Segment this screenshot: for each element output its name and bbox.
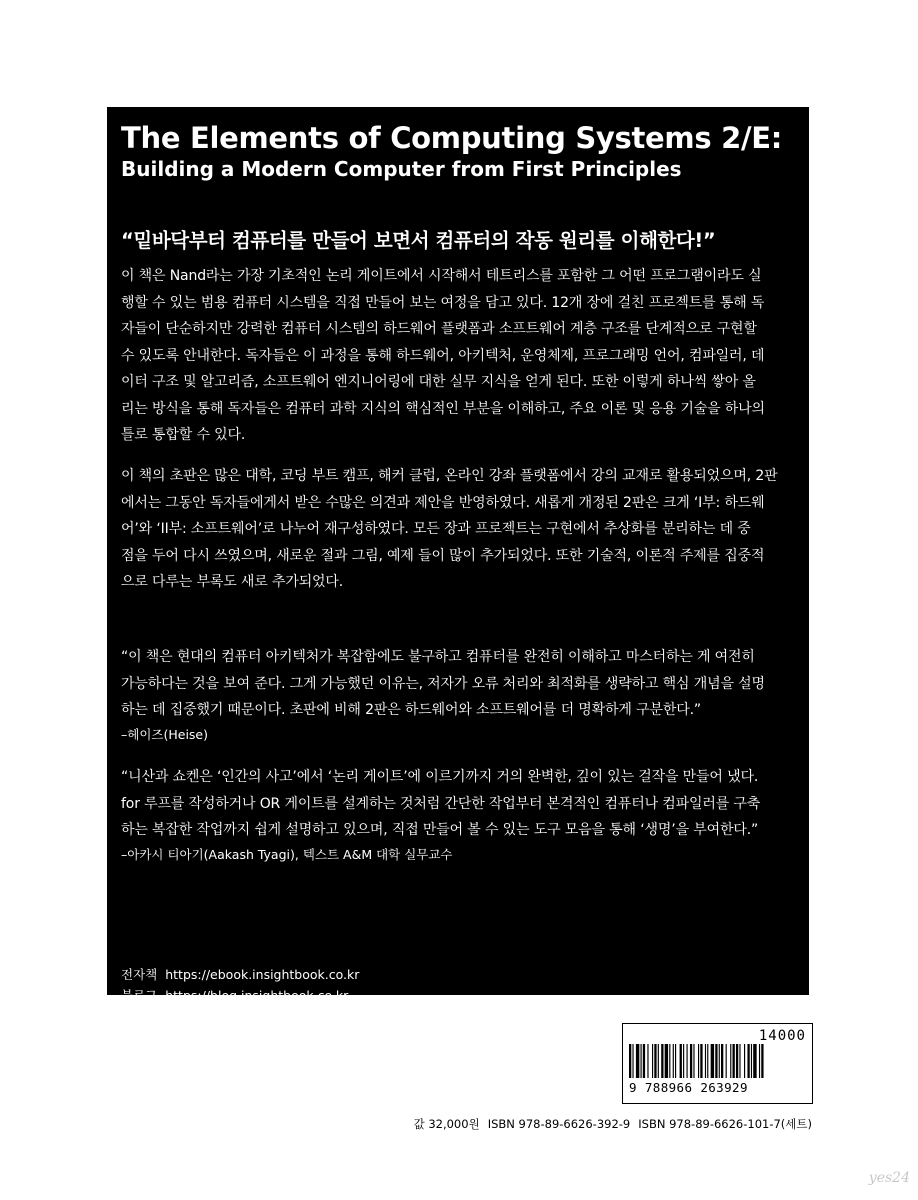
barcode-bar (669, 1044, 670, 1078)
price-isbn-line (414, 1116, 812, 1132)
link-label: 트위터 (121, 1030, 158, 1046)
blog-url: https://blog.insightbook.co.kr (165, 988, 349, 1004)
paragraph-line: 틀로 통합할 수 있다. (121, 427, 246, 443)
barcode-bar (647, 1044, 648, 1078)
barcode-bar (661, 1044, 663, 1078)
barcode-bar (658, 1044, 659, 1078)
barcode-bar (636, 1044, 639, 1078)
barcode-bar (733, 1044, 735, 1078)
quote-line: “니산과 쇼켄은 ‘인간의 사고’에서 ‘논리 게이트’에 이르기까지 거의 완벽한, 깊이 있는 걸작을 만들어 냈다. (121, 769, 759, 785)
barcode-bar (747, 1044, 749, 1078)
paragraph-line: 에서는 그동안 독자들에게서 받은 수많은 의견과 제안을 반영하였다. 새롭게 개정된 2판은 크게 ‘I부: 하드웨 (121, 494, 765, 511)
barcode-bar (711, 1044, 714, 1078)
paragraph-line: 점을 두어 다시 쓰였으며, 새로운 절과 그림, 예제 들이 많이 추가되었다. 또한 기술적, 이론적 주제를 집중적 (121, 547, 765, 564)
paragraph-line: 행할 수 있는 범용 컴퓨터 시스템을 직접 만들어 보는 여정을 담고 있다. 12개 장에 걸친 프로젝트를 통해 독 (121, 294, 765, 311)
barcode-bar (744, 1044, 745, 1078)
paragraph-line: 이 책의 초판은 많은 대학, 코딩 부트 캠프, 해커 클럽, 온라인 강좌 플랫폼에서 강의 교재로 활용되었으며, 2판 (121, 468, 778, 484)
book-title: The Elements of Computing Systems 2/E: (121, 121, 783, 155)
paragraph-line: 리는 방식을 통해 독자들은 컴퓨터 과학 지식의 핵심적인 부분을 이해하고, 주요 이론 및 응용 기술을 하나의 (121, 400, 765, 417)
barcode-bar (739, 1044, 740, 1078)
barcode-bar (751, 1044, 752, 1078)
barcode-bar (654, 1044, 656, 1078)
barcode-bar (652, 1044, 653, 1078)
barcode-icon (629, 1044, 805, 1078)
barcode-bar (721, 1044, 723, 1078)
barcode-bar (719, 1044, 720, 1078)
barcode-bar (687, 1044, 688, 1078)
barcode-bar (629, 1044, 631, 1078)
barcode-bar (759, 1044, 760, 1078)
link-row-ebook (121, 964, 387, 985)
link-row-instagram (121, 1049, 387, 1070)
barcode-bar (761, 1044, 763, 1078)
barcode-bar (632, 1044, 633, 1078)
barcode-bar (665, 1044, 668, 1078)
barcode-bar (641, 1044, 642, 1078)
tagline: “밑바닥부터 컴퓨터를 만들어 보면서 컴퓨터의 작동 원리를 이해한다!” (121, 229, 716, 252)
paragraph-line: 이 책은 Nand라는 가장 기초적인 논리 게이트에서 시작해서 테트리스를 포함한 그 어떤 프로그램이라도 실 (121, 268, 762, 284)
quote-attribution: –아카시 티아기(Aakash Tyagi), 텍스트 A&M 대학 실무교수 (121, 846, 453, 862)
isbn-barcode (622, 1023, 813, 1104)
quote-line: 하는 복잡한 작업까지 쉽게 설명하고 있으며, 직접 만들어 볼 수 있는 도구 모음을 통해 ‘생명’을 부여한다.” (121, 822, 759, 838)
barcode-bar (730, 1044, 731, 1078)
price-code: 14000 (758, 1028, 806, 1044)
intro-paragraph (121, 263, 807, 449)
paragraph-line: 자들이 단순하지만 강력한 컴퓨터 시스템의 하드웨어 플랫폼과 소프트웨어 계층 구조를 단계적으로 구현할 (121, 321, 757, 337)
barcode-bar (726, 1044, 727, 1078)
barcode-bar (693, 1044, 694, 1078)
barcode-bar (753, 1044, 756, 1078)
edition-paragraph (121, 463, 807, 596)
barcode-bar (736, 1044, 738, 1078)
link-row-twitter (121, 1028, 387, 1049)
paragraph-line: 어’와 ‘II부: 소프트웨어’로 나누어 재구성하였다. 모든 장과 프로젝트는 구현에서 추상화를 분리하는 데 중 (121, 521, 751, 537)
book-subtitle: Building a Modern Computer from First Principles (121, 157, 682, 181)
barcode-bar (673, 1044, 674, 1078)
link-label: 페이스북 (121, 1009, 170, 1025)
barcode-bar (683, 1044, 684, 1078)
instagram-handle: @insightbook.co.kr (189, 1052, 310, 1068)
barcode-bar (715, 1044, 717, 1078)
barcode-bar (698, 1044, 699, 1078)
link-label: 전자책 (121, 967, 158, 982)
watermark-logo: yes24 (868, 1170, 910, 1186)
publisher-links (121, 964, 387, 1070)
quote-line: “이 책은 현대의 컴퓨터 아키텍처가 복잡함에도 불구하고 컴퓨터를 완전히 이해하고 마스터하는 게 여전히 (121, 649, 755, 665)
review-quote-heise (121, 644, 807, 746)
barcode-bar (690, 1044, 692, 1078)
quote-line: 하는 데 집중했기 때문이다. 초판에 비해 2판은 하드웨어와 소프트웨어를 더 명확하게 구분한다.” (121, 702, 701, 718)
link-row-blog (121, 985, 387, 1006)
barcode-bar (700, 1044, 702, 1078)
facebook-url: https://facebook.com/insightbook (177, 1009, 387, 1025)
paragraph-line: 이터 구조 및 알고리즘, 소프트웨어 엔지니어링에 대한 실무 지식을 얻게 된다. 또한 이렇게 하나씩 쌓아 올 (121, 374, 756, 390)
ebook-url: https://ebook.insightbook.co.kr (165, 967, 360, 982)
isbn-set-text: ISBN 978-89-6626-101-7(세트) (638, 1117, 812, 1131)
link-row-facebook (121, 1007, 387, 1028)
paragraph-line: 수 있도록 안내한다. 독자들은 이 과정을 통해 하드웨어, 아키텍처, 운영체제, 프로그래밍 언어, 컴파일러, 데 (121, 347, 765, 364)
barcode-bar (707, 1044, 708, 1078)
review-quote-tyagi (121, 764, 807, 866)
quote-line: 가능하다는 것을 보여 준다. 그게 가능했던 이유는, 저자가 오류 처리와 최적화를 생략하고 핵심 개념을 설명 (121, 675, 765, 692)
quote-attribution: –헤이즈(Heise) (121, 726, 208, 742)
link-label: 블로그 (121, 988, 158, 1004)
barcode-bar (675, 1044, 676, 1078)
barcode-bar (643, 1044, 645, 1078)
barcode-number: 9 788966 263929 (629, 1080, 748, 1095)
barcode-bar (680, 1044, 682, 1078)
price-text: 값 32,000원 (413, 1117, 480, 1131)
link-label: 인스타그램 (121, 1052, 182, 1068)
isbn-text: ISBN 978-89-6626-392-9 (487, 1117, 631, 1131)
quote-line: for 루프를 작성하거나 OR 게이트를 설계하는 것처럼 간단한 작업부터 본격적인 컴퓨터나 컴파일러를 구축 (121, 795, 761, 812)
paragraph-line: 으로 다루는 부록도 새로 추가되었다. (121, 574, 344, 590)
twitter-handle: @insightbook (165, 1030, 251, 1046)
barcode-bar (705, 1044, 706, 1078)
